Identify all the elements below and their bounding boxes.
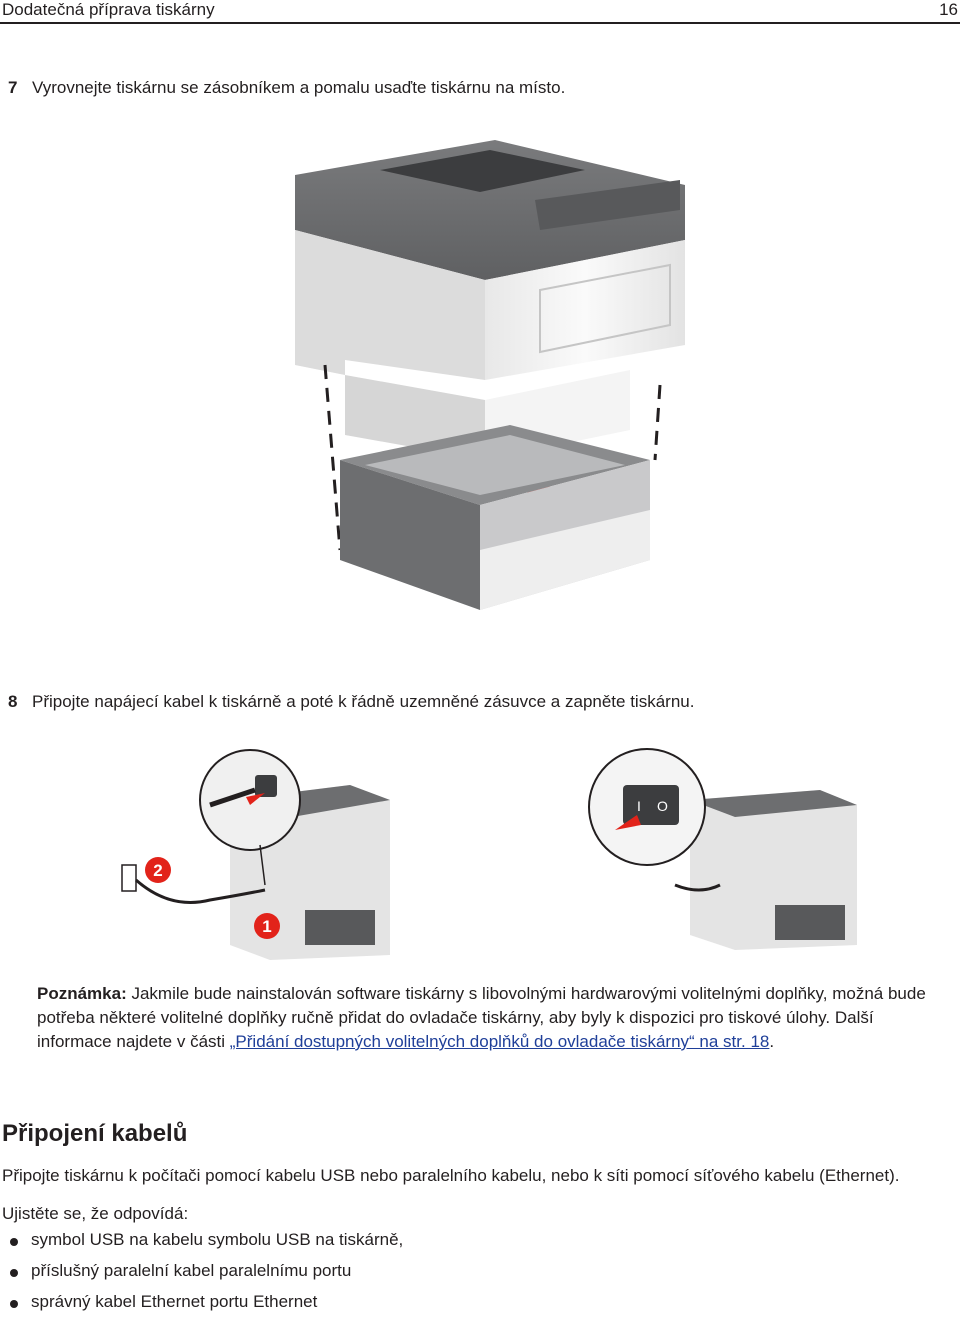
page-number: 16	[939, 0, 958, 19]
options-driver-link[interactable]: „Přidání dostupných volitelných doplňků do ovladače tiskárny“ na str. 18	[229, 1032, 770, 1051]
callout-2-label: 2	[153, 861, 163, 880]
header-title: Dodatečná příprava tiskárny	[2, 0, 215, 19]
alignment-guide-right	[655, 385, 660, 460]
printer-tray-illustration	[285, 130, 695, 675]
bullet-icon	[10, 1300, 18, 1308]
step-number: 7	[8, 78, 18, 97]
switch-on-mark: I	[637, 798, 641, 814]
step-number: 8	[8, 692, 18, 711]
power-socket-icon	[255, 775, 277, 797]
list-item-text: symbol USB na kabelu symbolu USB na tiskárně,	[31, 1230, 404, 1249]
wall-outlet-icon	[122, 865, 136, 891]
step-text: Připojte napájecí kabel k tiskárně a poté k řádně uzemněné zásuvce a zapněte tiskárnu.	[32, 692, 695, 711]
list-item	[0, 1261, 403, 1292]
note-text-end: .	[769, 1032, 775, 1051]
list-item	[0, 1230, 403, 1261]
alignment-guide-left	[325, 365, 340, 550]
step-text: Vyrovnejte tiskárnu se zásobníkem a pomalu usaďte tiskárnu na místo.	[32, 78, 566, 97]
page-header	[0, 0, 960, 24]
section-paragraph: Ujistěte se, že odpovídá:	[2, 1204, 189, 1223]
note-text: Jakmile bude nainstalován software tiskárny s libovolnými hardwarovými volitelnými doplňky, možná bude potřeba některé volitelné doplňky ručně přidat do ovladače tiskárny, aby byly k dispozici pro tiskové úlohy. Další informace najdete v části	[37, 984, 926, 1051]
power-cable-illustration	[110, 745, 390, 960]
rear-panel	[775, 905, 845, 940]
cable-checklist	[0, 1230, 403, 1323]
bullet-icon	[10, 1269, 18, 1277]
list-item-text: příslušný paralelní kabel paralelnímu portu	[31, 1261, 352, 1280]
rear-panel	[305, 910, 375, 945]
callout-1-label: 1	[262, 917, 272, 936]
note-block	[37, 982, 952, 1054]
header-rule	[0, 22, 960, 24]
section-heading: Připojení kabelů	[2, 1120, 188, 1147]
step-7	[8, 78, 565, 98]
list-item	[0, 1292, 403, 1323]
section-paragraph: Připojte tiskárnu k počítači pomocí kabelu USB nebo paralelního kabelu, nebo k síti pomocí síťového kabelu (Ethernet).	[2, 1166, 900, 1185]
bullet-icon	[10, 1238, 18, 1246]
step-8	[8, 692, 694, 712]
note-label: Poznámka:	[37, 984, 127, 1003]
switch-off-mark: O	[657, 798, 668, 814]
power-switch-illustration	[585, 745, 860, 955]
list-item-text: správný kabel Ethernet portu Ethernet	[31, 1292, 318, 1311]
